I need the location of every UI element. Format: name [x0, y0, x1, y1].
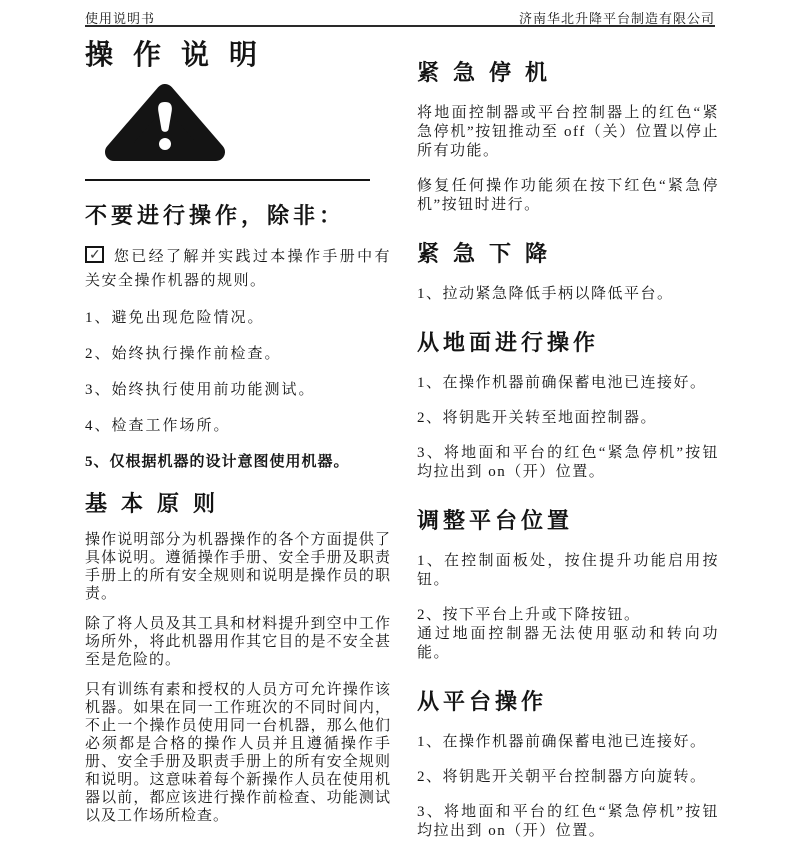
list-item: 1、拉动紧急降低手柄以降低平台。 — [417, 286, 674, 302]
paragraph: 将地面控制器或平台控制器上的红色“紧急停机”按钮推动至 off（关）位置以停止所有功能。 — [417, 105, 719, 159]
section-heading-operate-from-ground: 从地面进行操作 — [417, 330, 600, 355]
section-heading-emergency-lowering: 紧急下降 — [417, 241, 562, 266]
checkmark-icon: ✓ — [89, 248, 101, 263]
section-heading-dont-operate: 不要进行操作，除非： — [85, 203, 346, 228]
list-item: 2、将钥匙开关转至地面控制器。 — [417, 410, 658, 426]
header-rule — [85, 25, 715, 27]
list-item: 3、将地面和平台的红色“紧急停机”按钮均拉出到 on（开）位置。 — [417, 445, 719, 480]
divider-line — [85, 179, 370, 181]
paragraph: 修复任何操作功能须在按下红色“紧急停机”按钮时进行。 — [417, 178, 719, 213]
section-heading-adjust-platform-position: 调整平台位置 — [417, 508, 574, 533]
paragraph: 除了将人员及其工具和材料提升到空中工作场所外，将此机器用作其它目的是不安全甚至是危险的。 — [85, 616, 391, 668]
paragraph: 只有训练有素和授权的人员方可允许操作该机器。如果在同一工作班次的不同时间内，不止一个操作员使用同一台机器，那么他们必须都是合格的操作人员并且遵循操作手册、安全手册及职责手册上的所有安全规则和说明。这意味着每个新操作人员在使用机器以前，都应该进行操作前检查、功能测试以及工作场所检查。 — [85, 682, 391, 824]
list-item: 4、检查工作场所。 — [85, 418, 231, 434]
list-item: 1、在操作机器前确保蓄电池已连接好。 — [417, 375, 707, 391]
list-item: 1、在控制面板处，按住提升功能启用按钮。 — [417, 553, 719, 588]
section-heading-basic-principles: 基本原则 — [85, 491, 230, 516]
header-company-name: 济南华北升降平台制造有限公司 — [518, 11, 715, 26]
list-item: 3、始终执行使用前功能测试。 — [85, 382, 316, 398]
list-item: 2、按下平台上升或下降按钮。 通过地面控制器无法使用驱动和转向功能。 — [417, 607, 719, 661]
list-item: 1、在操作机器前确保蓄电池已连接好。 — [417, 734, 707, 750]
list-item: 2、将钥匙开关朝平台控制器方向旋转。 — [417, 769, 707, 785]
right-column — [417, 34, 719, 841]
list-item: 2、始终执行操作前检查。 — [85, 346, 282, 362]
checkbox-line — [85, 245, 391, 293]
page-body — [85, 34, 719, 841]
list-item: 3、将地面和平台的红色“紧急停机”按钮均拉出到 on（开）位置。 — [417, 804, 719, 839]
list-item: 1、避免出现危险情况。 — [85, 310, 265, 326]
warning-triangle-icon — [99, 82, 231, 164]
header-doc-title: 使用说明书 — [85, 11, 156, 26]
page-title: 操作说明 — [85, 40, 278, 71]
left-column — [85, 34, 391, 841]
section-heading-emergency-stop: 紧急停机 — [417, 60, 562, 85]
checkbox-item-text: 您已经了解并实践过本操作手册中有关安全操作机器的规则。 — [85, 249, 391, 289]
section-heading-operate-from-platform: 从平台操作 — [417, 689, 548, 714]
checkbox-icon — [85, 246, 104, 263]
list-item-emphasized: 5、仅根据机器的设计意图使用机器。 — [85, 454, 350, 470]
paragraph: 操作说明部分为机器操作的各个方面提供了具体说明。遵循操作手册、安全手册及职责手册上的所有安全规则和说明是操作员的职责。 — [85, 532, 391, 602]
